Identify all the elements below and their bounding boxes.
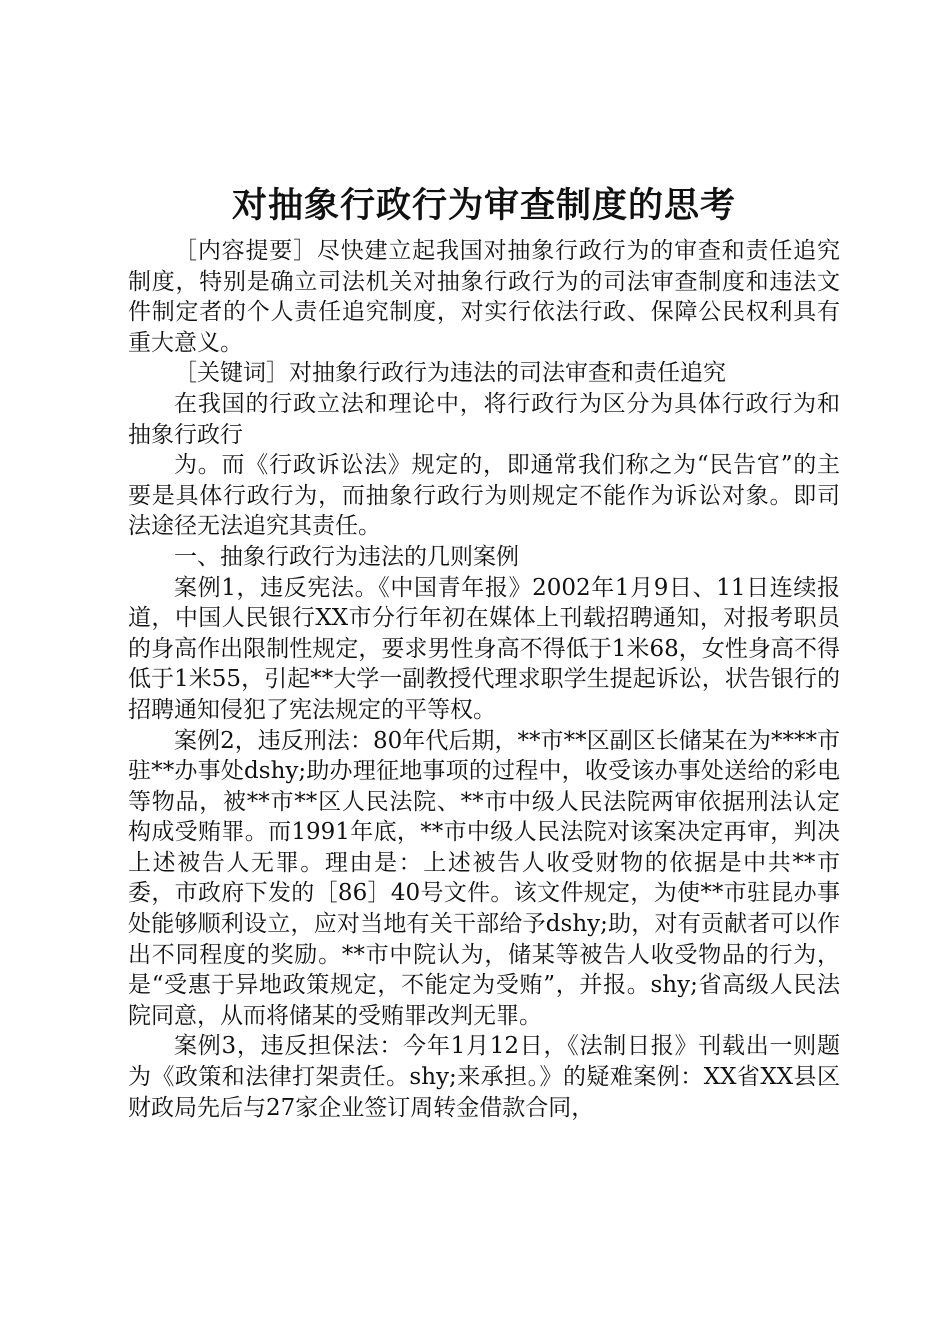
case-3-paragraph: 案例3，违反担保法：今年1月12日，《法制日报》刊载出一则题为《政策和法律打架责任。shy;来承担。》的疑难案例：XX省XX县区财政局先后与27家企业签订周转金借款合同，: [128, 1033, 840, 1121]
section-heading: 一、抽象行政行为违法的几则案例: [174, 543, 519, 570]
keywords-paragraph: ［关键词］对抽象行政行为违法的司法审查和责任追究: [174, 360, 726, 387]
case-2-paragraph: 案例2，违反刑法：80年代后期，**市**区副区长储某在为****市驻**办事处dshy;助办理征地事项的过程中，收受该办事处送给的彩电等物品，被**市**区人民法院、**市中级人民法院两审依据刑法认定构成受贿罪。而1991年底，**市中级人民法院对该案决定再审，判决上述被告人无罪。理由是：上述被告人收受财物的依据是中共**市委，市政府下发的［86］40号文件。该文件规定，为使**市驻昆办事处能够顺利设立，应对当地有关干部给予dshy;助，对有贡献者可以作出不同程度的奖励。**市中院认为，储某等被告人收受物品的行为，是“受惠于异地政策规定，不能定为受贿”，并报。shy;省高级人民法院同意，从而将储某的受贿罪改判无罪。: [128, 727, 840, 1029]
body-paragraph: 在我国的行政立法和理论中，将行政行为区分为具体行政行为和抽象行政行: [128, 390, 840, 448]
document-title: 对抽象行政行为审查制度的思考: [231, 186, 736, 226]
case-1-paragraph: 案例1，违反宪法。《中国青年报》2002年1月9日、11日连续报道，中国人民银行XX市分行年初在媒体上刊载招聘通知，对报考职员的身高作出限制性规定，要求男性身高不得低于1米68，女性身高不得低于1米55，引起**大学一副教授代理求职学生提起诉讼，状告银行的招聘通知侵犯了宪法规定的平等权。: [128, 574, 840, 723]
document-page: [128, 180, 840, 1123]
body-paragraph: 为。而《行政诉讼法》规定的，即通常我们称之为“民告官”的主要是具体行政行为，而抽象行政行为则规定不能作为诉讼对象。即司法途径无法追究其责任。: [128, 452, 840, 540]
abstract-paragraph: ［内容提要］尽快建立起我国对抽象行政行为的审查和责任追究制度，特别是确立司法机关对抽象行政行为的司法审查制度和违法文件制定者的个人责任追究制度，对实行依法行政、保障公民权利具有重大意义。: [128, 238, 840, 356]
